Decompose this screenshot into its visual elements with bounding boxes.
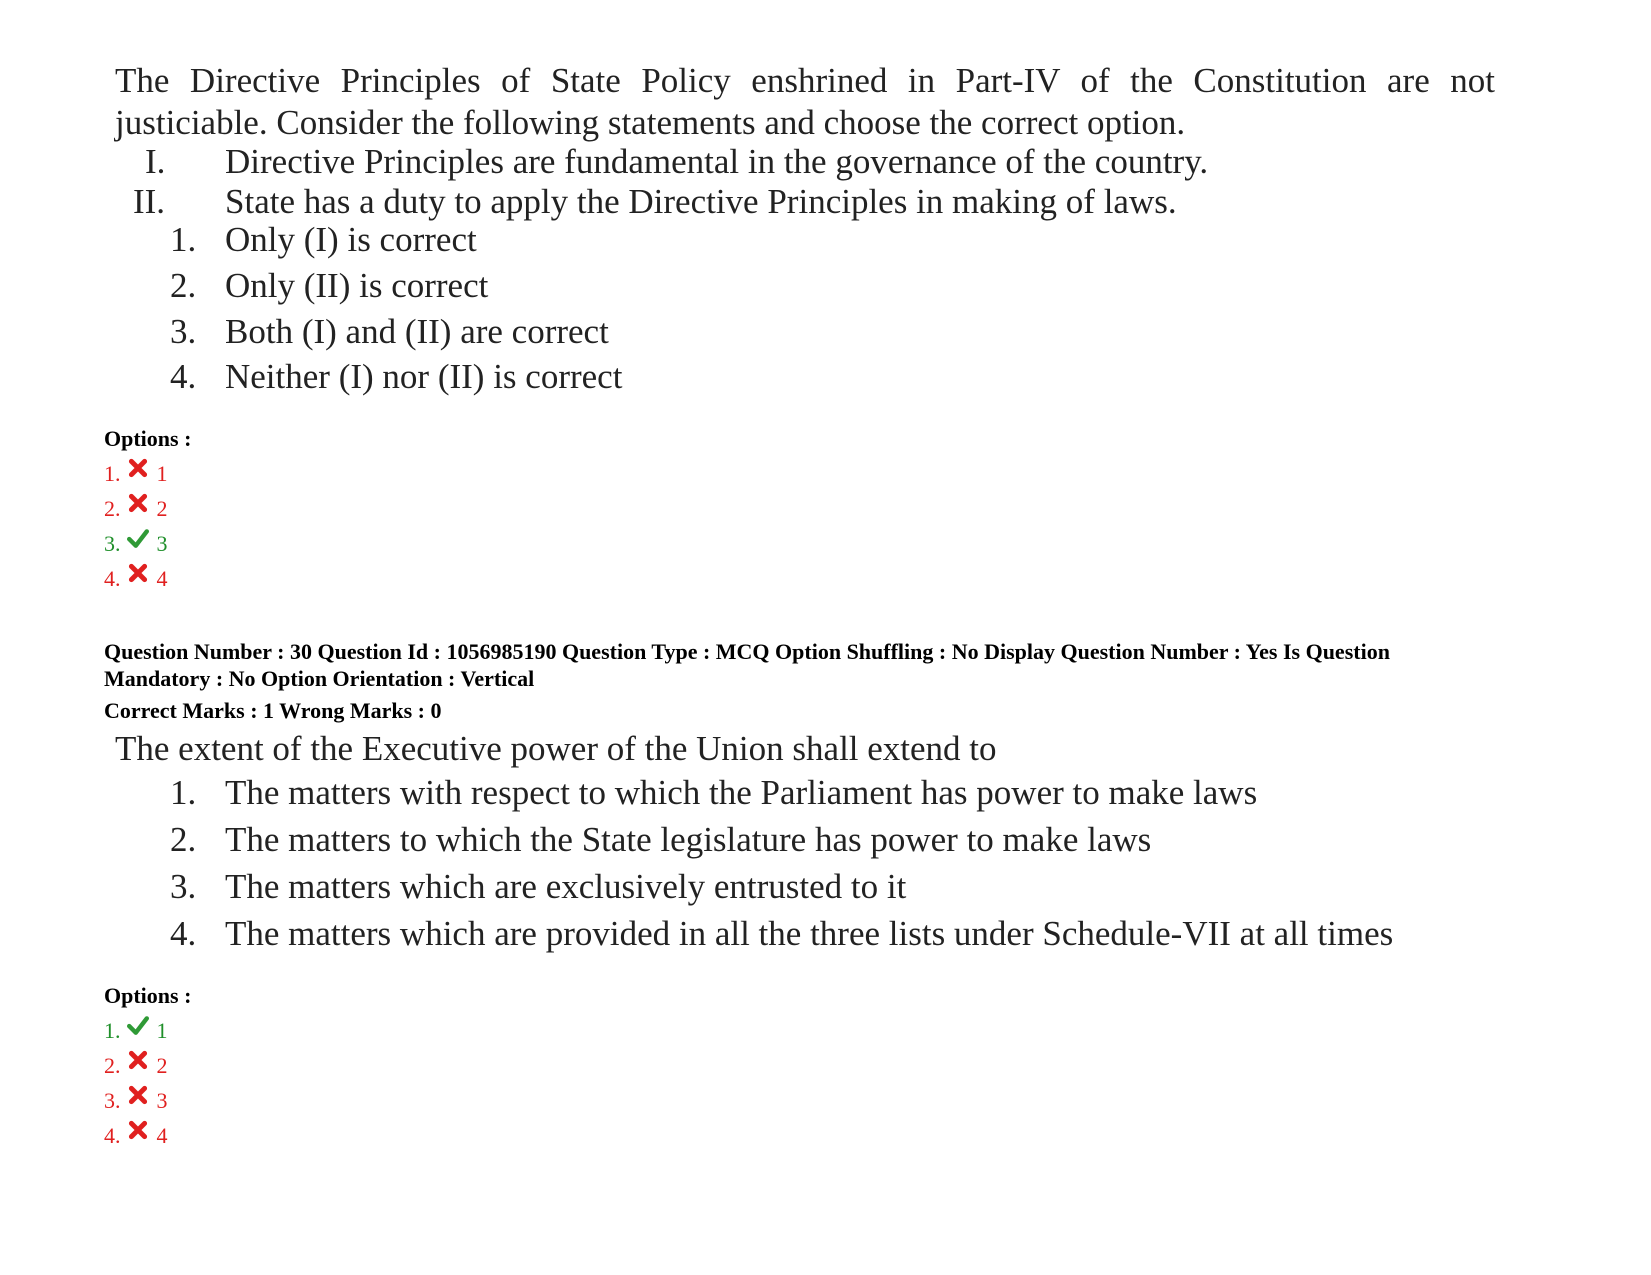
choice-number: 1. xyxy=(170,220,197,259)
question-stem: The Directive Principles of State Policy enshrined in Part-IV of the Constitution are not justiciable. Consider the following statements and choose the correct option. xyxy=(115,61,1495,142)
option-index: 2. xyxy=(104,496,121,521)
option-item xyxy=(104,1017,168,1045)
option-value: 2 xyxy=(156,1053,168,1078)
choice-number: 4. xyxy=(170,914,197,953)
question-meta-line: Mandatory : No Option Orientation : Vertical xyxy=(104,666,535,691)
cross-icon xyxy=(127,1084,149,1106)
choice-text: Both (I) and (II) are correct xyxy=(225,312,609,351)
choice-number: 3. xyxy=(170,867,197,906)
option-index: 4. xyxy=(104,566,121,591)
question-meta-line: Question Number : 30 Question Id : 1056985190 Question Type : MCQ Option Shuffling : No Display Question Number : Yes Is Question xyxy=(104,639,1390,664)
choice-text: Only (I) is correct xyxy=(225,220,477,259)
question-meta xyxy=(104,638,1524,692)
question-stem: The extent of the Executive power of the Union shall extend to xyxy=(115,729,997,768)
choice-text: Neither (I) nor (II) is correct xyxy=(225,357,623,396)
option-index: 1. xyxy=(104,461,121,486)
choice-number: 4. xyxy=(170,357,197,396)
check-icon xyxy=(127,527,149,549)
choice-text: The matters which are provided in all the three lists under Schedule-VII at all times xyxy=(225,914,1394,953)
option-index: 2. xyxy=(104,1053,121,1078)
option-item xyxy=(104,1052,168,1080)
option-index: 1. xyxy=(104,1018,121,1043)
check-icon xyxy=(127,1014,149,1036)
option-index: 4. xyxy=(104,1123,121,1148)
statement-text: State has a duty to apply the Directive Principles in making of laws. xyxy=(225,182,1177,221)
option-item xyxy=(104,460,168,488)
option-item xyxy=(104,565,168,593)
question-marks: Correct Marks : 1 Wrong Marks : 0 xyxy=(104,698,442,723)
choice-text: Only (II) is correct xyxy=(225,266,489,305)
choice-text: The matters with respect to which the Parliament has power to make laws xyxy=(225,773,1258,812)
option-item xyxy=(104,530,168,558)
option-value: 1 xyxy=(156,1018,168,1043)
options-label: Options : xyxy=(104,426,192,451)
option-value: 4 xyxy=(156,1123,168,1148)
statement-text: Directive Principles are fundamental in the governance of the country. xyxy=(225,142,1209,181)
option-value: 3 xyxy=(156,1088,168,1113)
choice-number: 2. xyxy=(170,266,197,305)
cross-icon xyxy=(127,1049,149,1071)
option-index: 3. xyxy=(104,531,121,556)
statement-number: I. xyxy=(145,142,166,181)
choice-number: 2. xyxy=(170,820,197,859)
choice-number: 3. xyxy=(170,312,197,351)
choice-text: The matters which are exclusively entrusted to it xyxy=(225,867,907,906)
options-label: Options : xyxy=(104,983,192,1008)
option-item xyxy=(104,1087,168,1115)
cross-icon xyxy=(127,562,149,584)
option-index: 3. xyxy=(104,1088,121,1113)
choice-text: The matters to which the State legislature has power to make laws xyxy=(225,820,1152,859)
option-item xyxy=(104,495,168,523)
option-item xyxy=(104,1122,168,1150)
cross-icon xyxy=(127,1119,149,1141)
statement-number: II. xyxy=(133,182,166,221)
cross-icon xyxy=(127,492,149,514)
option-value: 2 xyxy=(156,496,168,521)
choice-number: 1. xyxy=(170,773,197,812)
option-value: 4 xyxy=(156,566,168,591)
cross-icon xyxy=(127,457,149,479)
option-value: 3 xyxy=(156,531,168,556)
option-value: 1 xyxy=(156,461,168,486)
